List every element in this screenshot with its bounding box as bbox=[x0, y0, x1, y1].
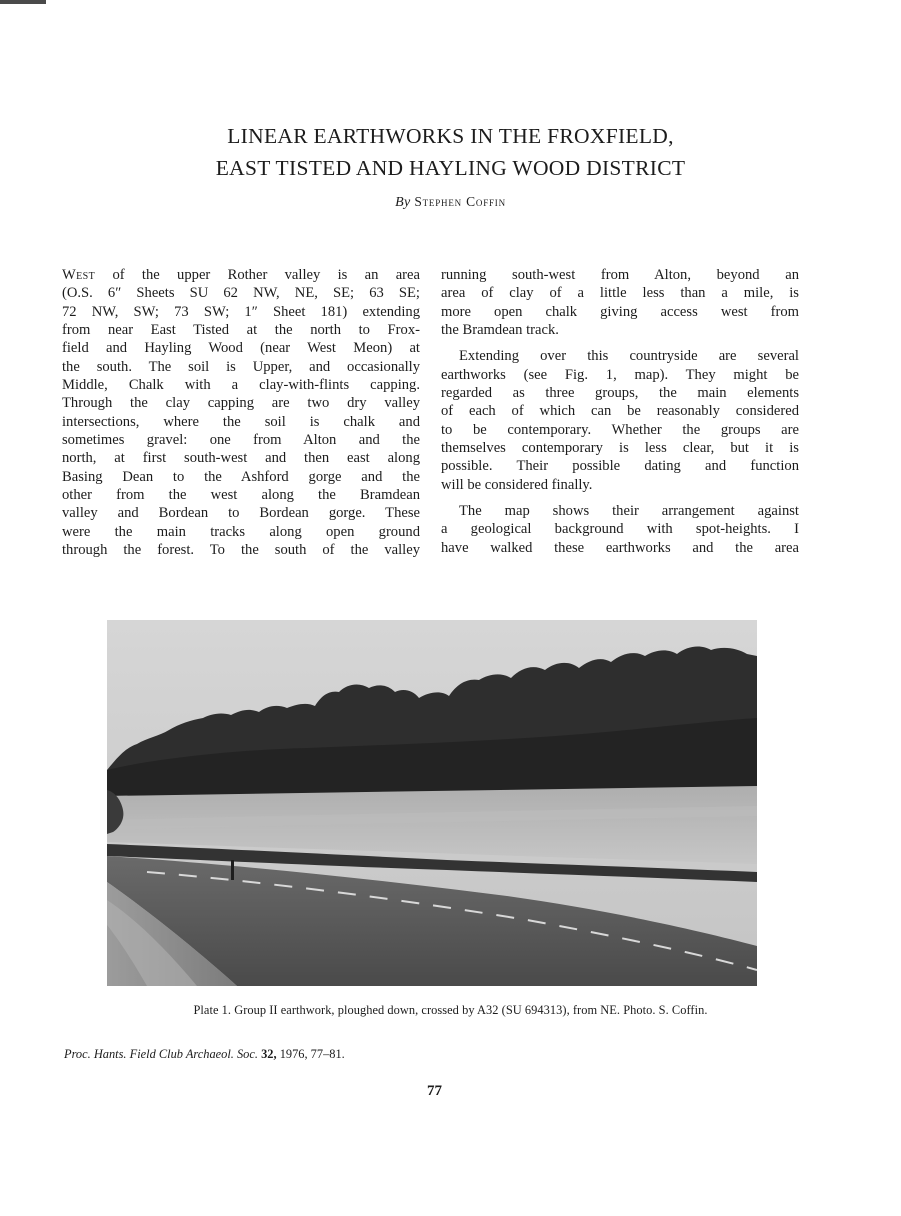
paragraph-gap bbox=[441, 339, 799, 347]
body-line: from near East Tisted at the north to Frox- bbox=[62, 322, 420, 339]
body-line: (O.S. 6″ Sheets SU 62 NW, NE, SE; 63 SE; bbox=[62, 285, 420, 302]
body-line: will be considered finally. bbox=[441, 476, 593, 493]
body-line: were the main tracks along open ground bbox=[62, 523, 420, 540]
body-line bbox=[62, 266, 420, 284]
body-line: regarded as three groups, the main elements bbox=[441, 385, 799, 402]
body-line: running south-west from Alton, beyond an bbox=[441, 267, 799, 283]
citation-volume: 32, bbox=[261, 1047, 277, 1061]
body-line: more open chalk giving access west from bbox=[441, 303, 799, 320]
body-column-left bbox=[62, 266, 420, 560]
body-line: field and Hayling Wood (near West Meon) at bbox=[62, 340, 420, 357]
body-line: Through the clay capping are two dry valley bbox=[62, 395, 420, 412]
page-number: 77 bbox=[427, 1083, 442, 1099]
body-column-right bbox=[441, 266, 799, 557]
body-line: north, at first south-west and then east along bbox=[62, 450, 420, 467]
paragraph-gap bbox=[441, 494, 799, 502]
body-line: Extending over this countryside are several bbox=[459, 348, 799, 365]
body-line: valley and Bordean to Bordean gorge. These bbox=[62, 505, 420, 522]
byline-prefix: By bbox=[395, 195, 411, 210]
body-line: The map shows their arrangement against bbox=[459, 503, 799, 520]
body-line: area of clay of a little less than a mile, is bbox=[441, 285, 799, 302]
plate-photograph bbox=[107, 620, 757, 986]
citation-details: 1976, 77–81. bbox=[279, 1047, 345, 1061]
body-line: sometimes gravel: one from Alton and the bbox=[62, 432, 420, 449]
author-name: Stephen Coffin bbox=[414, 194, 506, 209]
citation-journal: Proc. Hants. Field Club Archaeol. Soc. bbox=[64, 1047, 258, 1061]
landscape-photo-svg bbox=[107, 620, 757, 986]
journal-citation bbox=[64, 1047, 345, 1062]
body-line: Basing Dean to the Ashford gorge and the bbox=[62, 468, 420, 485]
body-text: of the upper Rother valley is an area bbox=[95, 267, 420, 283]
body-line: of each of which can be reasonably considered bbox=[441, 403, 799, 420]
scan-edge-mark bbox=[0, 0, 46, 4]
body-line: to be contemporary. Whether the groups are bbox=[441, 421, 799, 438]
body-line: themselves contemporary is less clear, but it is bbox=[441, 440, 799, 457]
body-line: 72 NW, SW; 73 SW; 1″ Sheet 181) extending bbox=[62, 303, 420, 320]
marker-post bbox=[231, 860, 234, 880]
body-line: intersections, where the soil is chalk and bbox=[62, 413, 420, 430]
body-line: have walked these earthworks and the area bbox=[441, 539, 799, 556]
body-line: a geological background with spot-heights. I bbox=[441, 521, 799, 538]
article-title-line-1: LINEAR EARTHWORKS IN THE FROXFIELD, bbox=[227, 124, 674, 148]
body-line: the south. The soil is Upper, and occasionally bbox=[62, 358, 420, 375]
opening-word: West bbox=[62, 267, 96, 283]
plate-caption: Plate 1. Group II earthwork, ploughed down, crossed by A32 (SU 694313), from NE. Photo. S. Coffin. bbox=[193, 1003, 708, 1017]
body-line: Middle, Chalk with a clay-with-flints capping. bbox=[62, 377, 420, 394]
byline bbox=[0, 194, 901, 211]
body-line: the Bramdean track. bbox=[441, 322, 559, 339]
body-line: earthworks (see Fig. 1, map). They might be bbox=[441, 366, 799, 383]
body-line: other from the west along the Bramdean bbox=[62, 487, 420, 504]
article-title-line-2: EAST TISTED AND HAYLING WOOD DISTRICT bbox=[215, 156, 686, 180]
body-line: possible. Their possible dating and function bbox=[441, 458, 799, 475]
body-line: through the forest. To the south of the valley bbox=[62, 542, 420, 559]
